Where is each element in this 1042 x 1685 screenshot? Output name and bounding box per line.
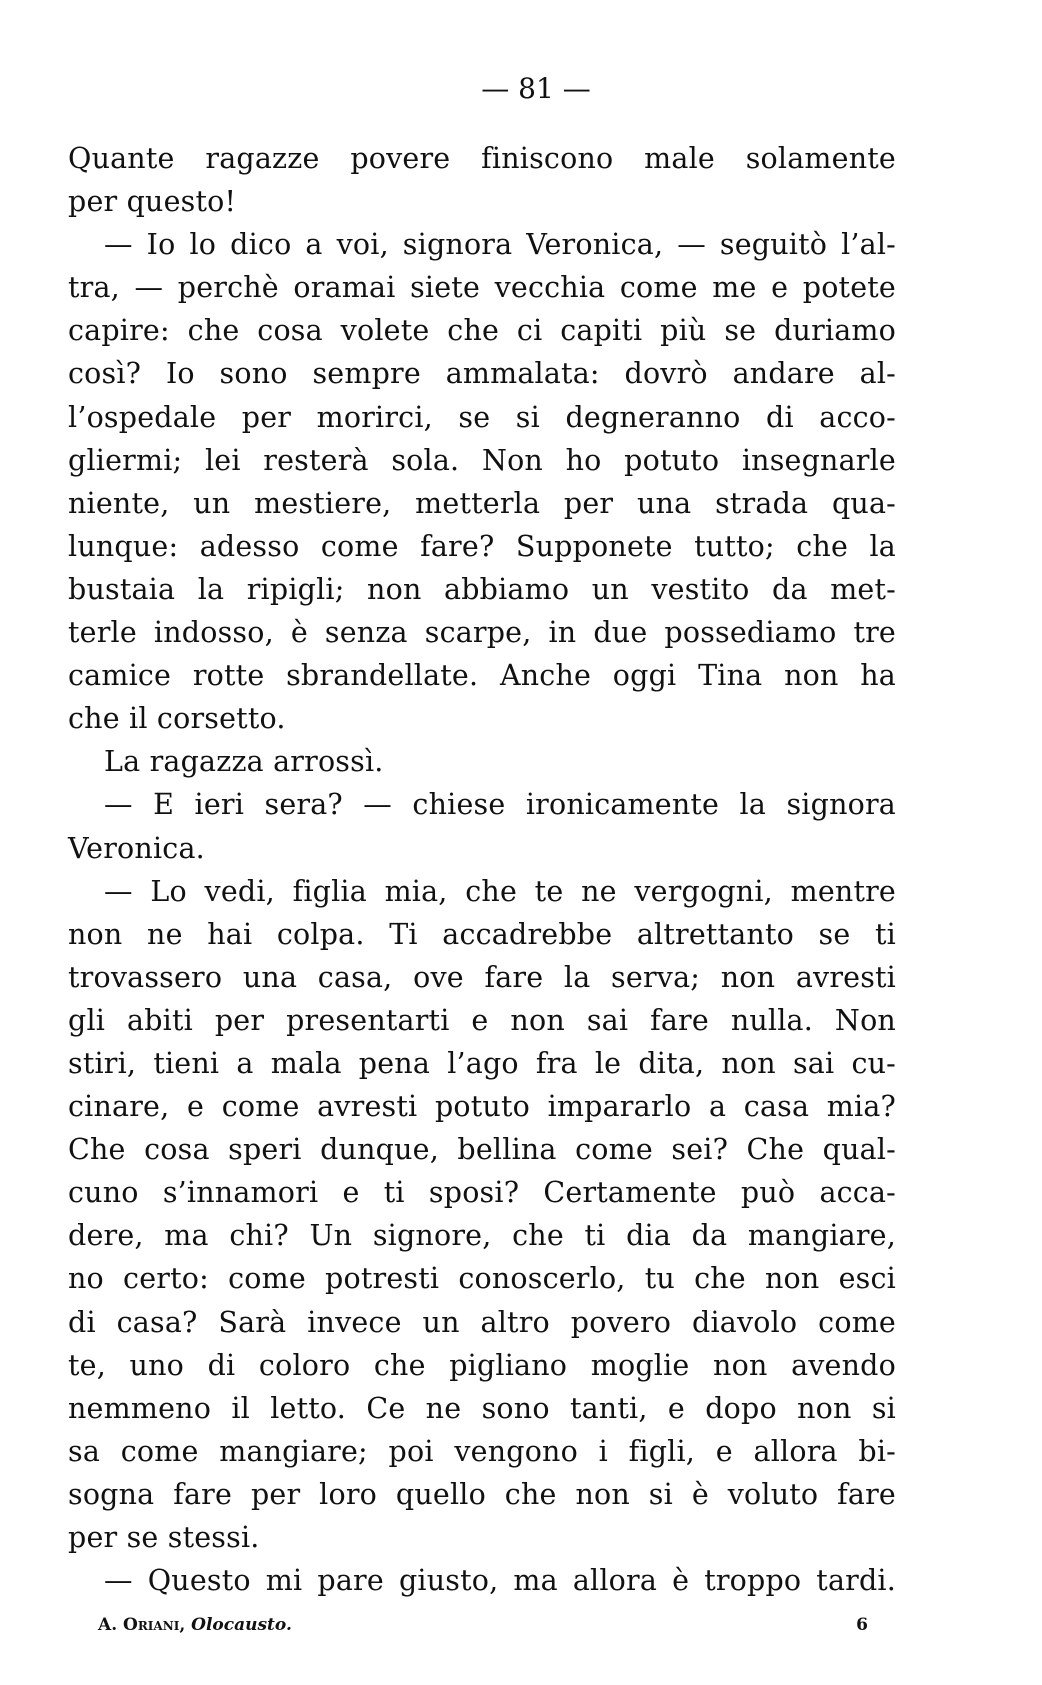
text-line: gli abiti per presentarti e non sai fare nulla. Non bbox=[68, 1003, 896, 1037]
text-line: per questo! bbox=[68, 185, 237, 219]
footer bbox=[98, 1615, 868, 1635]
text-line: cinare, e come avresti potuto impararlo a casa mia? bbox=[68, 1090, 896, 1124]
text-line: — Lo vedi, figlia mia, che te ne vergogni, mentre bbox=[104, 874, 896, 908]
text-line: — Io lo dico a voi, signora Veronica, — seguitò l’al- bbox=[104, 228, 896, 262]
text-line: terle indosso, è senza scarpe, in due possediamo tre bbox=[68, 616, 896, 650]
text-line: stiri, tieni a mala pena l’ago fra le dita, non sai cu- bbox=[68, 1046, 896, 1080]
text-line: gliermi; lei resterà sola. Non ho potuto insegnarle bbox=[68, 443, 896, 477]
text-line: La ragazza arrossì. bbox=[104, 745, 384, 779]
text-line: bustaia la ripigli; non abbiamo un vestito da met- bbox=[68, 572, 896, 606]
text-line: nemmeno il letto. Ce ne sono tanti, e dopo non si bbox=[68, 1391, 896, 1425]
text-line: cuno s’innamori e ti sposi? Certamente può acca- bbox=[68, 1176, 896, 1210]
footer-title: Olocausto. bbox=[191, 1615, 292, 1635]
text-line: per se stessi. bbox=[68, 1521, 260, 1554]
text-line: — Questo mi pare giusto, ma allora è troppo tardi. bbox=[104, 1564, 896, 1598]
text-line: — E ieri sera? — chiese ironicamente la signora bbox=[104, 788, 896, 822]
text-line: che il corsetto. bbox=[68, 702, 286, 736]
footer-citation bbox=[98, 1615, 292, 1635]
text-line: Quante ragazze povere finiscono male solamente bbox=[68, 142, 896, 175]
text-line: camice rotte sbrandellate. Anche oggi Tina non ha bbox=[68, 659, 896, 693]
text-line: Che cosa speri dunque, bellina come sei? Che qual- bbox=[68, 1133, 896, 1167]
text-line: non ne hai colpa. Ti accadrebbe altrettanto se ti bbox=[68, 917, 896, 951]
body-text bbox=[68, 137, 896, 1602]
text-line: Veronica. bbox=[68, 831, 205, 865]
text-line: sogna fare per loro quello che non si è voluto fare bbox=[68, 1477, 896, 1511]
page-number: — 81 — bbox=[481, 72, 591, 105]
signature-mark: 6 bbox=[856, 1615, 868, 1635]
text-line: tra, — perchè oramai siete vecchia come me e potete bbox=[68, 271, 896, 305]
text-line: no certo: come potresti conoscerlo, tu che non esci bbox=[68, 1262, 896, 1296]
footer-author: A. Oriani, bbox=[98, 1615, 186, 1635]
text-line: dere, ma chi? Un signore, che ti dia da mangiare, bbox=[68, 1219, 896, 1253]
text-line: così? Io sono sempre ammalata: dovrò andare al- bbox=[68, 357, 896, 391]
text-line: capire: che cosa volete che ci capiti più se duriamo bbox=[68, 314, 896, 348]
text-line: sa come mangiare; poi vengono i figli, e allora bi- bbox=[68, 1434, 896, 1468]
text-line: te, uno di coloro che pigliano moglie non avendo bbox=[68, 1348, 896, 1382]
text-line: l’ospedale per morirci, se si degneranno di acco- bbox=[68, 400, 896, 434]
text-line: di casa? Sarà invece un altro povero diavolo come bbox=[68, 1305, 896, 1339]
text-line: trovassero una casa, ove fare la serva; non avresti bbox=[68, 960, 896, 994]
text-line: lunque: adesso come fare? Supponete tutto; che la bbox=[68, 529, 896, 563]
text-line: niente, un mestiere, metterla per una strada qua- bbox=[68, 486, 896, 520]
